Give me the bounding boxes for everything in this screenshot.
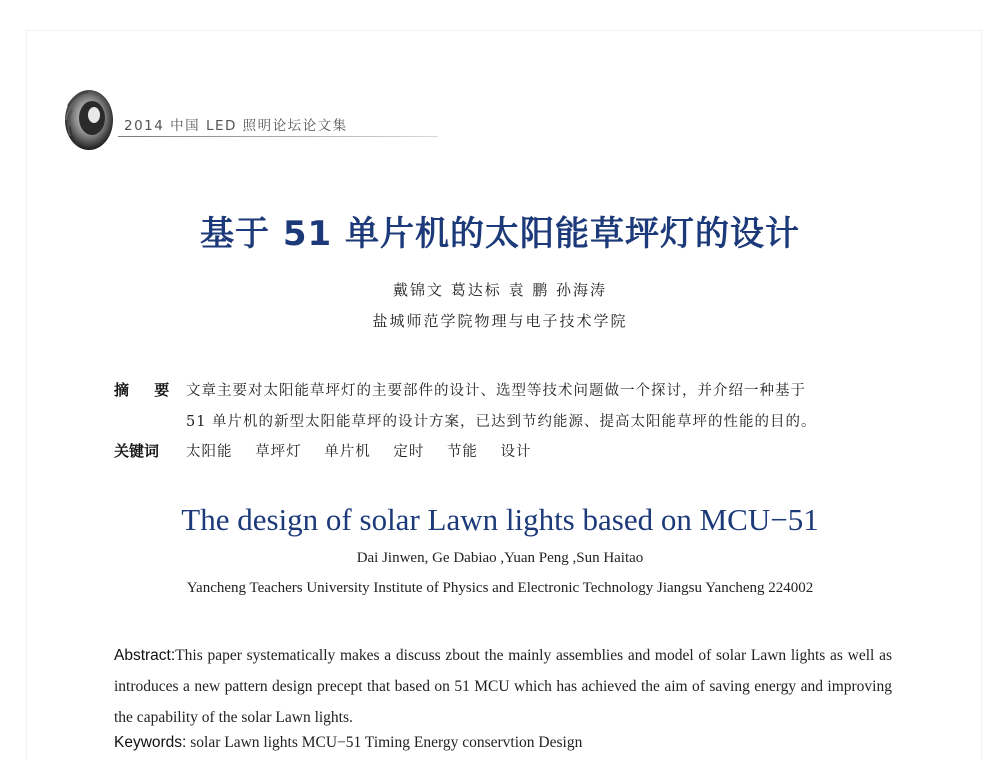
english-abstract-text: This paper systematically makes a discuss zbout the mainly assemblies and model of solar Lawn lights as well as introduces a new pattern design precept that based on 51 MCU which has achieved the aim of saving energy and improving the capability of the solar Lawn lights. xyxy=(114,647,892,726)
english-authors: Dai Jinwen, Ge Dabiao ,Yuan Peng ,Sun Haitao xyxy=(356,550,644,566)
english-abstract xyxy=(114,640,892,733)
keyword: 草坪灯 xyxy=(255,444,302,460)
english-keywords-label: Keywords: xyxy=(114,734,187,751)
keyword: 节能 xyxy=(446,444,478,460)
chinese-keywords-label: 关键词 xyxy=(114,442,160,460)
keyword: 单片机 xyxy=(324,444,371,460)
english-title: The design of solar Lawn lights based on MCU−51 xyxy=(181,502,819,537)
keyword: 定时 xyxy=(393,444,425,460)
chinese-abstract-label: 摘 要 xyxy=(114,381,180,399)
chinese-affiliation: 盐城师范学院物理与电子技术学院 xyxy=(372,312,628,330)
english-keywords-text: solar Lawn lights MCU−51 Timing Energy conservtion Design xyxy=(186,734,583,751)
english-abstract-label: Abstract: xyxy=(114,647,176,664)
chinese-abstract-line-2: 51 单片机的新型太阳能草坪的设计方案，已达到节约能源、提高太阳能草坪的性能的目的。 xyxy=(186,414,817,430)
running-title: 2014 中国 LED 照明论坛论文集 xyxy=(124,118,348,134)
keyword: 太阳能 xyxy=(186,444,233,460)
keyword: 设计 xyxy=(500,444,532,460)
header-divider xyxy=(118,136,438,137)
chinese-keywords xyxy=(186,440,550,461)
chinese-title: 基于 51 单片机的太阳能草坪灯的设计 xyxy=(200,214,800,254)
led-lamp-logo-icon xyxy=(62,88,116,152)
english-keywords xyxy=(114,734,582,752)
chinese-abstract-line-1: 文章主要对太阳能草坪灯的主要部件的设计、选型等技术问题做一个探讨，并介绍一种基于 xyxy=(186,383,806,399)
running-header xyxy=(62,88,382,154)
chinese-authors: 戴锦文 葛达标 袁 鹏 孙海涛 xyxy=(392,281,608,299)
english-affiliation: Yancheng Teachers University Institute of Physics and Electronic Technology Jiangsu Yancheng 224002 xyxy=(186,580,814,596)
